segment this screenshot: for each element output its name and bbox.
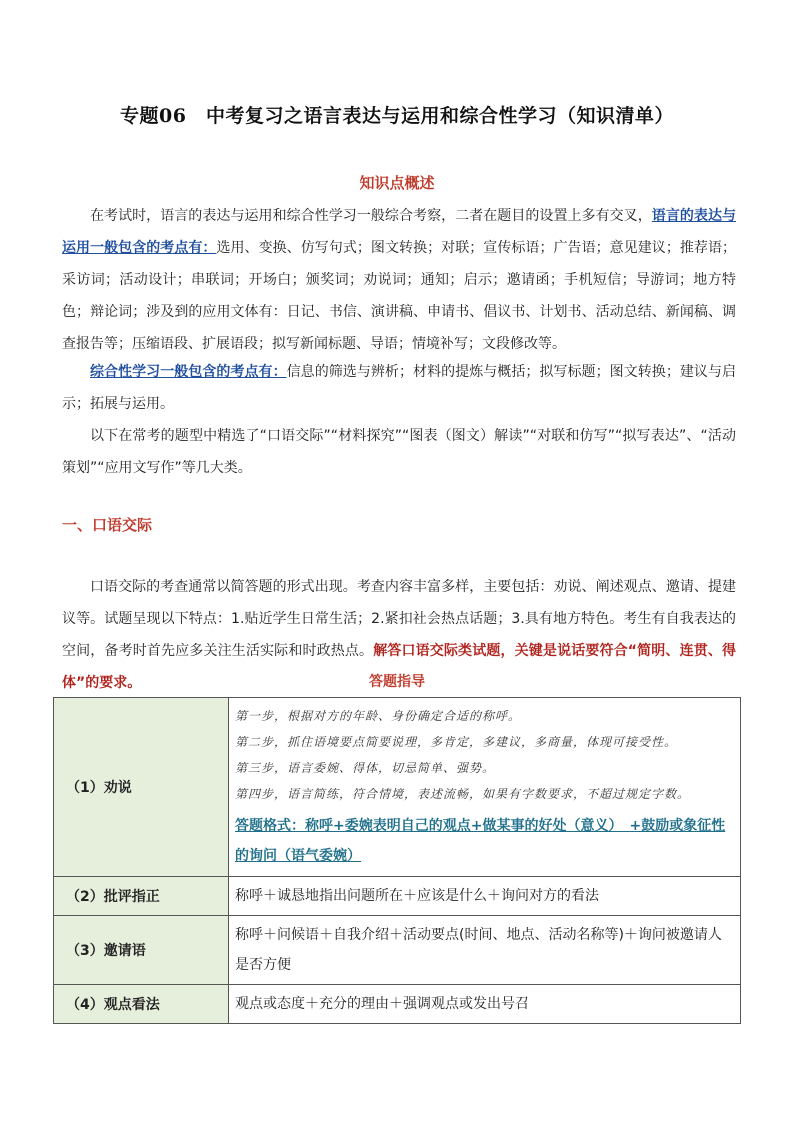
p1-text-a: 在考试时，语言的表达与运用和综合性学习一般综合考察，二者在题目的设置上多有交叉， [90,208,652,224]
p4-key-point: 解答口语交际类试题，关键是说话要符合“简明、连贯、得体”的要求。 [62,643,737,691]
row-label: （1）劝说 [54,698,229,877]
row-content: 称呼＋诚恳地指出问题所在＋应该是什么＋询问对方的看法 [229,877,741,916]
overview-paragraph-3: 以下在常考的题型中精选了“口语交际”“材料探究”“图表（图文）解读”“对联和仿写”“拟写表达”、“活动策划”“应用文写作”等几大类。 [62,428,736,476]
row-label: （2）批评指正 [54,877,229,916]
table-row [54,877,741,916]
table-row [54,698,741,877]
row-content: 称呼＋问候语＋自我介绍＋活动要点(时间、地点、活动名称等)＋询问被邀请人是否方便 [229,916,741,985]
step-2: 第二步，抓住语境要点简要说理，多肯定，多建议，多商量，体现可接受性。 [235,735,678,749]
p1-highlight: 语言的表达与运用一般包含的考点有： [62,208,737,256]
document-title: 专题06 中考复习之语言表达与运用和综合性学习（知识清单） [120,105,674,127]
table-row [54,985,741,1024]
overview-paragraph-1 [62,200,736,360]
row-content [229,698,741,877]
step-1: 第一步，根据对方的年龄、身份确定合适的称呼。 [235,709,522,723]
overview-heading: 知识点概述 [359,174,435,192]
p2-highlight: 综合性学习一般包含的考点有： [90,364,287,380]
step-4: 第四步，语言简练，符合情境，表述流畅，如果有字数要求，不超过规定字数。 [235,787,691,801]
p4-text: 口语交际的考查通常以简答题的形式出现。考查内容丰富多样，主要包括：劝说、阐述观点、邀请、提建议等。试题呈现以下特点：1.贴近学生日常生活；2.紧扣社会热点话题；3.具有地方特色。考生有自我表达的空间，备考时首先应多关注生活实际和时政热点。 [62,579,736,659]
row-label: （4）观点看法 [54,985,229,1024]
table-row [54,916,741,985]
overview-paragraph-2 [62,356,736,420]
answer-guide-table [53,697,741,1024]
answer-format: 答题格式：称呼+委婉表明自己的观点+做某事的好处（意义） +鼓励或象征性的询问（语气委婉） [235,818,726,864]
p1-text-b: 选用、变换、仿写句式；图文转换；对联；宣传标语；广告语；意见建议；推荐语；采访词；活动设计；串联词；开场白；颁奖词；劝说词；通知；启示；邀请函；手机短信；导游词；地方特色；辩论词；涉及到的应用文体有：日记、书信、演讲稿、申请书、倡议书、计划书、活动总结、新闻稿、调查报告等；压缩语段、扩展语段；拟写新闻标题、导语；情境补写；文段修改等。 [62,240,736,352]
row-content: 观点或态度＋充分的理由＋强调观点或发出号召 [229,985,741,1024]
step-3: 第三步，语言委婉、得体，切忌简单、强势。 [235,761,496,775]
oral-communication-heading: 一、口语交际 [62,516,153,534]
row-label: （3）邀请语 [54,916,229,985]
answer-guide-title: 答题指导 [369,674,425,690]
p2-text: 信息的筛选与辨析；材料的提炼与概括；拟写标题；图文转换；建议与启示；拓展与运用。 [62,364,737,412]
